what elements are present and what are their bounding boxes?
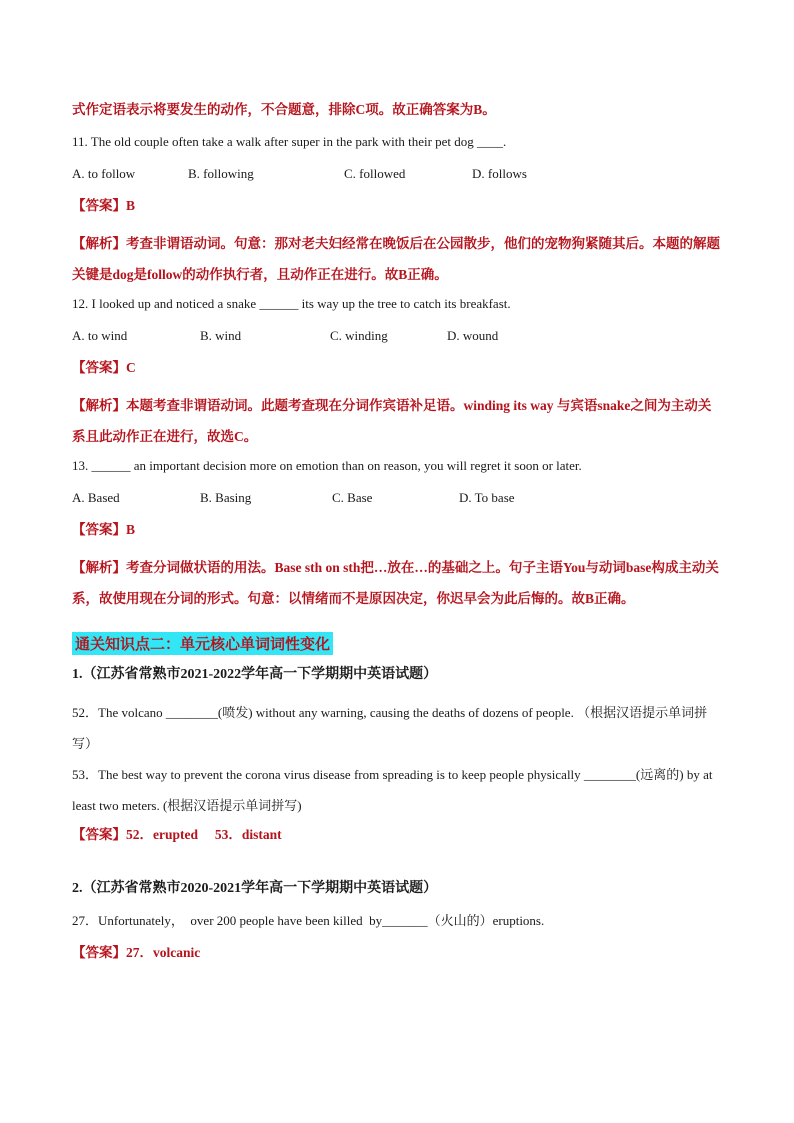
option-d: D. wound: [447, 328, 499, 343]
question-27: 27．Unfortunately， over 200 people have been killed by_______（火山的）eruptions.: [72, 913, 545, 928]
option-a: A. to wind: [72, 328, 128, 343]
question-13: [72, 456, 724, 614]
intro-text: 式作定语表示将要发生的动作，不合题意，排除C项。故正确答案为B。: [72, 102, 496, 117]
question-text: 13. ______ an important decision more on emotion than on reason, you will regret it soon or later.: [72, 458, 582, 473]
option-c: C. followed: [344, 166, 406, 181]
options-row: [72, 488, 724, 508]
option-c: C. winding: [330, 328, 388, 343]
document-page: [72, 100, 724, 975]
analysis: 【解析】本题考查非谓语动词。此题考查现在分词作宾语补足语。winding its way 与宾语snake之间为主动关系且此动作正在进行，故选C。: [72, 398, 712, 444]
option-a: A. to follow: [72, 166, 136, 181]
option-a: A. Based: [72, 490, 120, 505]
answer: 【答案】C: [72, 360, 136, 375]
section-title: 通关知识点二：单元核心单词词性变化: [72, 632, 333, 655]
question-11: [72, 132, 724, 290]
exercise-1: [72, 665, 724, 845]
option-b: B. wind: [200, 328, 242, 343]
answer: 【答案】52．erupted 53．distant: [72, 827, 282, 842]
exercise-source: 1.（江苏省常熟市2021-2022学年高一下学期期中英语试题）: [72, 667, 438, 682]
analysis: 【解析】考查非谓语动词。句意：那对老夫妇经常在晚饭后在公园散步，他们的宠物狗紧随其后。本题的解题关键是dog是follow的动作执行者，且动作正在进行。故B正确。: [72, 236, 720, 282]
options-row: [72, 164, 724, 184]
question-text: 12. I looked up and noticed a snake ______ its way up the tree to catch its breakfast.: [72, 296, 511, 311]
analysis: 【解析】考查分词做状语的用法。Base sth on sth把…放在…的基础之上。句子主语You与动词base构成主动关系，故使用现在分词的形式。句意：以情绪而不是原因决定，你迟早会为此后悔的。故B正确。: [72, 560, 719, 606]
question-52: 52．The volcano ________(喷发) without any warning, causing the deaths of dozens of people. （根据汉语提示单词拼写）: [72, 705, 708, 751]
question-53: 53．The best way to prevent the corona virus disease from spreading is to keep people physically ________(远离的) by at least two meters. (根据汉语提示单词拼写): [72, 767, 713, 813]
option-d: D. To base: [459, 490, 515, 505]
question-12: [72, 294, 724, 452]
option-c: C. Base: [332, 490, 373, 505]
exercise-source: 2.（江苏省常熟市2020-2021学年高一下学期期中英语试题）: [72, 881, 438, 896]
option-b: B. Basing: [200, 490, 252, 505]
answer: 【答案】B: [72, 522, 136, 537]
exercise-2: [72, 879, 724, 963]
answer: 【答案】27．volcanic: [72, 945, 201, 960]
answer: 【答案】B: [72, 198, 136, 213]
question-text: 11. The old couple often take a walk after super in the park with their pet dog ____.: [72, 134, 507, 149]
options-row: [72, 326, 724, 346]
option-b: B. following: [188, 166, 254, 181]
option-d: D. follows: [472, 166, 527, 181]
